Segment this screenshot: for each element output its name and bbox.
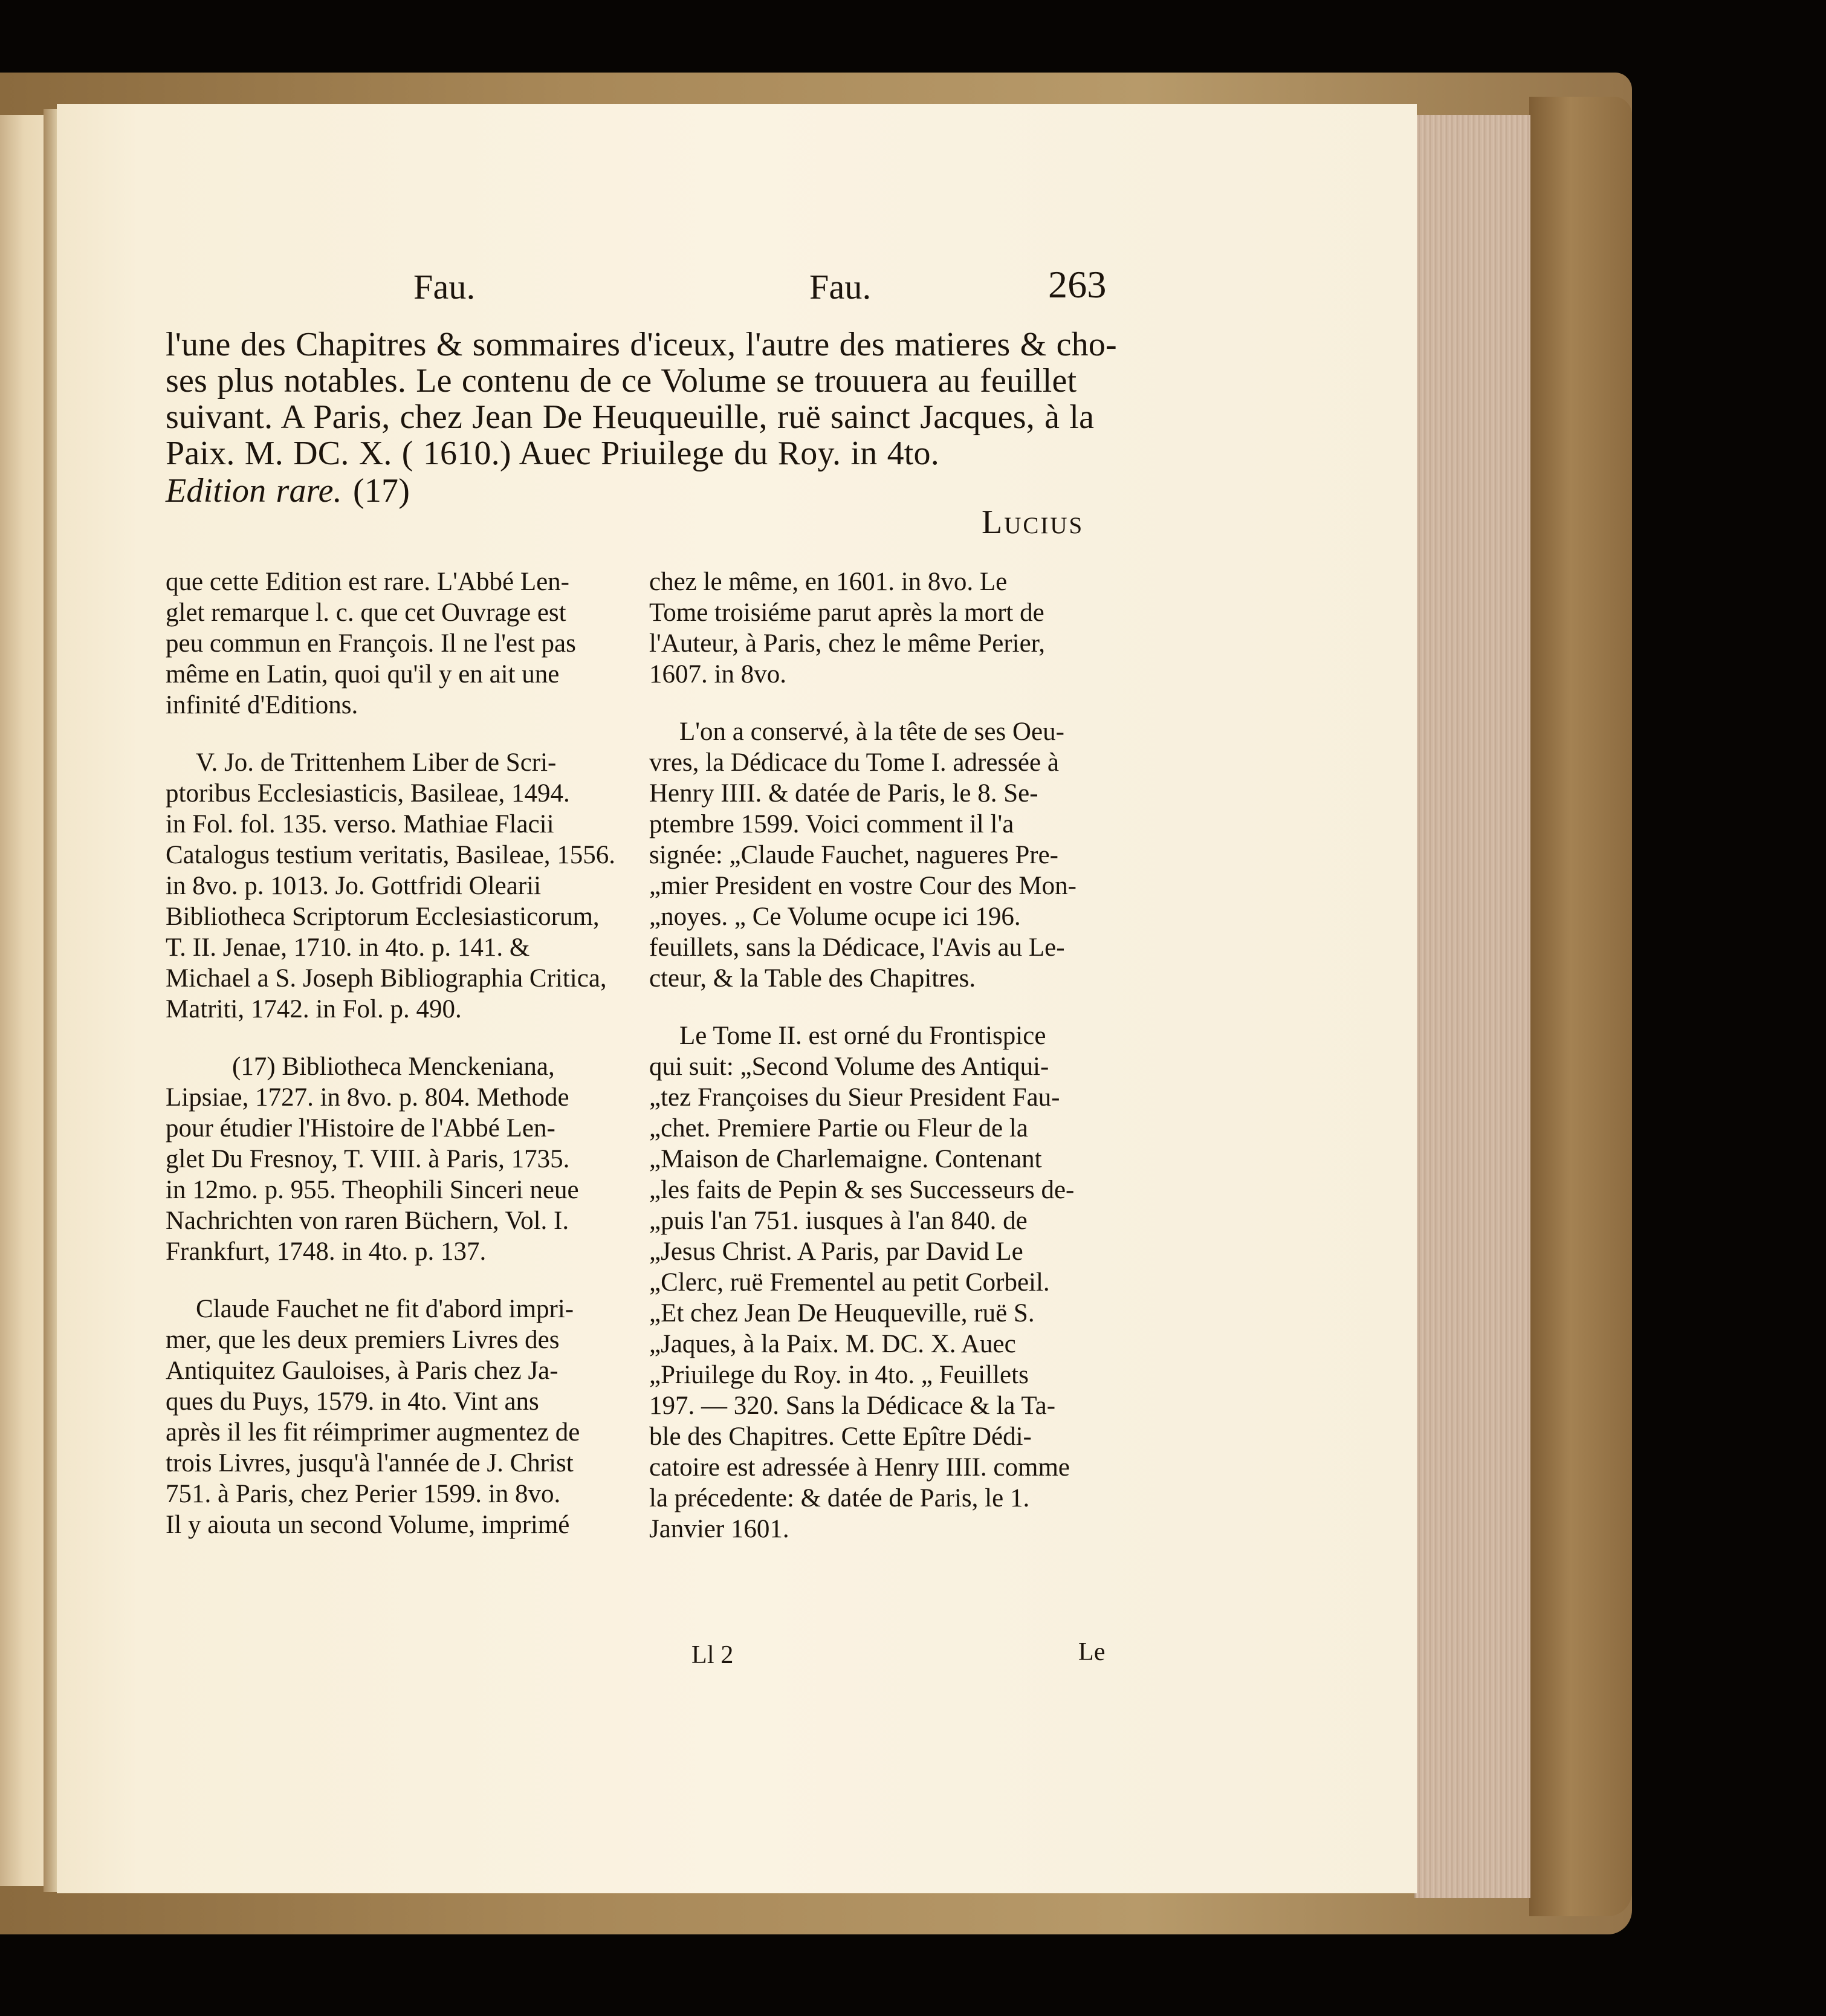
body-line: ses plus notables. Le contenu de ce Volume se trouuera au feuillet (166, 362, 1077, 400)
text-line: peu commun en François. Il ne l'est pas (166, 629, 576, 658)
body-line: Paix. M. DC. X. ( 1610.) Auec Priuilege du Roy. in 4to. (166, 435, 939, 472)
text-line: T. II. Jenae, 1710. in 4to. p. 141. & (166, 933, 530, 962)
catchword-bottom: Le (1078, 1638, 1106, 1666)
text-line: Tome troisiéme parut après la mort de (649, 598, 1044, 627)
text-line: Janvier 1601. (649, 1515, 789, 1543)
text-line: qui suit: „Second Volume des Antiqui- (649, 1052, 1049, 1081)
text-line: „noyes. „ Ce Volume ocupe ici 196. (649, 903, 1021, 931)
footnote-line: Nachrichten von raren Büchern, Vol. I. (166, 1207, 569, 1235)
text-line: ptoribus Ecclesiasticis, Basileae, 1494. (166, 779, 570, 808)
text-line: feuillets, sans la Dédicace, l'Avis au Le- (649, 933, 1065, 962)
page-number: 263 (1048, 263, 1107, 306)
text-line: après il les fit réimprimer augmentez de (166, 1418, 580, 1447)
text-line: Michael a S. Joseph Bibliographia Critica, (166, 964, 607, 993)
text-line: vres, la Dédicace du Tome I. adressée à (649, 748, 1059, 777)
page-block-fore-edge (1414, 115, 1530, 1898)
text-line: in 8vo. p. 1013. Jo. Gottfridi Olearii (166, 872, 542, 900)
text-line: ptembre 1599. Voici comment il l'a (649, 810, 1014, 838)
text-line: chez le même, en 1601. in 8vo. Le (649, 568, 1008, 596)
text-line: 1607. in 8vo. (649, 660, 786, 689)
text-line: la précedente: & datée de Paris, le 1. (649, 1484, 1030, 1512)
paragraph-gap (649, 690, 1163, 716)
text-line: „puis l'an 751. iusques à l'an 840. de (649, 1207, 1028, 1235)
text-line: signée: „Claude Fauchet, nagueres Pre- (649, 841, 1058, 869)
book-gutter (44, 109, 57, 1892)
footnote-line: Lipsiae, 1727. in 8vo. p. 804. Methode (166, 1083, 569, 1112)
text-line: „Et chez Jean De Heuqueville, ruë S. (649, 1299, 1035, 1327)
text-line: ble des Chapitres. Cette Epître Dédi- (649, 1422, 1032, 1451)
book-cover-edge (1529, 97, 1632, 1916)
running-head-center: Fau. (809, 267, 872, 306)
text-line: ques du Puys, 1579. in 4to. Vint ans (166, 1387, 539, 1416)
text-line: „Priuilege du Roy. in 4to. „ Feuillets (649, 1361, 1029, 1389)
text-line: glet remarque l. c. que cet Ouvrage est (166, 598, 566, 627)
right-column (649, 566, 1163, 1544)
left-page-edge (0, 115, 45, 1886)
text-line: Bibliotheca Scriptorum Ecclesiasticorum, (166, 903, 600, 931)
paragraph-gap (166, 1267, 673, 1294)
text-line: „Clerc, ruë Frementel au petit Corbeil. (649, 1268, 1050, 1297)
text-line: cteur, & la Table des Chapitres. (649, 964, 976, 993)
paragraph-gap (166, 1025, 673, 1051)
signature-mark: Ll 2 (691, 1641, 734, 1669)
text-line: même en Latin, quoi qu'il y en ait une (166, 660, 560, 689)
text-line: catoire est adressée à Henry IIII. comme (649, 1453, 1070, 1482)
text-line: l'Auteur, à Paris, chez le même Perier, (649, 629, 1046, 658)
text-line: Il y aiouta un second Volume, imprimé (166, 1511, 570, 1539)
book-page (57, 104, 1417, 1893)
footnote-line: glet Du Fresnoy, T. VIII. à Paris, 1735. (166, 1145, 570, 1173)
footnote-line: pour étudier l'Histoire de l'Abbé Len- (166, 1114, 555, 1143)
footnote-line: in 12mo. p. 955. Theophili Sinceri neue (166, 1176, 579, 1204)
text-line: Catalogus testium veritatis, Basileae, 1556. (166, 841, 615, 869)
text-line: „Maison de Charlemaigne. Contenant (649, 1145, 1042, 1173)
text-line: in Fol. fol. 135. verso. Mathiae Flacii (166, 810, 554, 838)
text-line: V. Jo. de Trittenhem Liber de Scri- (196, 748, 557, 777)
text-line: que cette Edition est rare. L'Abbé Len- (166, 568, 569, 596)
text-line: Claude Fauchet ne fit d'abord impri- (196, 1295, 574, 1323)
text-line: mer, que les deux premiers Livres des (166, 1326, 560, 1354)
text-line: „Jaques, à la Paix. M. DC. X. Auec (649, 1330, 1016, 1358)
body-line: l'une des Chapitres & sommaires d'iceux, l'autre des matieres & cho- (166, 326, 1117, 363)
text-line: „les faits de Pepin & ses Successeurs de- (649, 1176, 1075, 1204)
text-line: „mier President en vostre Cour des Mon- (649, 872, 1076, 900)
text-line: 197. — 320. Sans la Dédicace & la Ta- (649, 1392, 1056, 1420)
footnote-line: Frankfurt, 1748. in 4to. p. 137. (166, 1237, 487, 1266)
catchword-top: Lucius (982, 504, 1084, 541)
text-line: „chet. Premiere Partie ou Fleur de la (649, 1114, 1028, 1143)
paragraph-gap (166, 721, 673, 747)
footnote-reference: (17) (353, 472, 410, 510)
text-line: Matriti, 1742. in Fol. p. 490. (166, 995, 462, 1023)
text-line: infinité d'Editions. (166, 691, 358, 719)
text-line: trois Livres, jusqu'à l'année de J. Christ (166, 1449, 574, 1477)
text-line: Henry IIII. & datée de Paris, le 8. Se- (649, 779, 1038, 808)
text-line: „tez Françoises du Sieur President Fau- (649, 1083, 1060, 1112)
text-line: „Jesus Christ. A Paris, par David Le (649, 1237, 1023, 1266)
footnote-line: (17) Bibliotheca Menckeniana, (232, 1052, 555, 1081)
running-head-left: Fau. (413, 267, 476, 306)
edition-note: Edition rare. (166, 472, 342, 510)
text-line: Antiquitez Gauloises, à Paris chez Ja- (166, 1356, 558, 1385)
text-line: 751. à Paris, chez Perier 1599. in 8vo. (166, 1480, 561, 1508)
text-line: Le Tome II. est orné du Frontispice (679, 1022, 1046, 1050)
body-line: suivant. A Paris, chez Jean De Heuqueuille, ruë sainct Jacques, à la (166, 398, 1095, 436)
text-line: L'on a conservé, à la tête de ses Oeu- (679, 718, 1064, 746)
paragraph-gap (649, 994, 1163, 1020)
left-column (166, 566, 673, 1540)
